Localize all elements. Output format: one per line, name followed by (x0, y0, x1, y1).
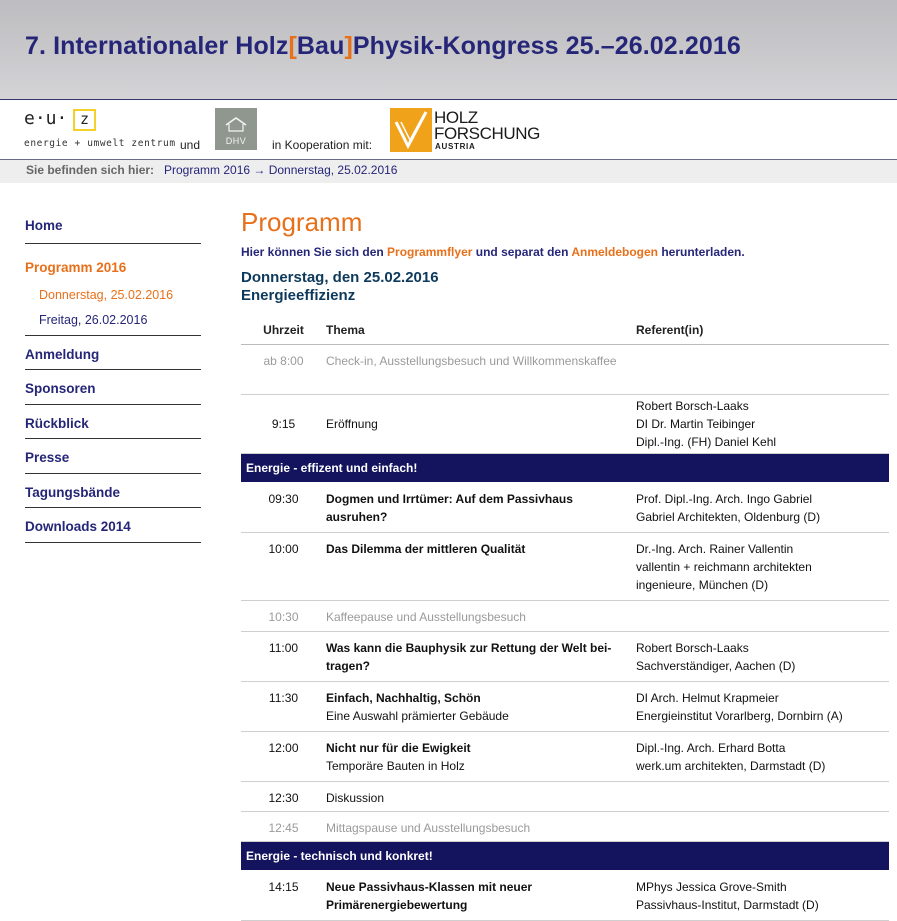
nav-sponsoren[interactable]: Sponsoren (25, 370, 201, 405)
row-theme (326, 732, 636, 782)
table-row (241, 782, 889, 812)
page-headline (25, 32, 741, 61)
row-time: 09:30 (241, 483, 326, 533)
holzforschung-line2: FORSCHUNG (434, 124, 540, 143)
table-row (241, 871, 889, 921)
breadcrumb-link-programm[interactable]: Programm 2016 (164, 163, 251, 177)
nav-home[interactable]: Home (25, 207, 201, 244)
site-header (0, 0, 897, 100)
main-content (241, 205, 889, 921)
section-header (241, 842, 889, 871)
holzforschung-mark (390, 108, 432, 152)
headline-part-1: 7. Internationaler Holz (25, 32, 289, 60)
euz-z-box: z (73, 109, 96, 131)
row-time: 10:00 (241, 533, 326, 601)
row-theme: Dogmen und Irrtümer: Auf dem Passivhaus ausruhen? (326, 483, 636, 533)
speaker-name: Robert Borsch-Laaks (636, 641, 749, 655)
nav-tagungsbaende[interactable]: Tagungsbände (25, 474, 201, 509)
row-theme: Was kann die Bauphysik zur Rettung der Welt bei-tragen? (326, 632, 636, 682)
row-ref (636, 782, 889, 812)
row-theme: Check-in, Ausstellungsbesuch und Willkommenskaffee (326, 345, 636, 395)
programmflyer-link[interactable]: Programmflyer (387, 245, 473, 259)
kooperation-text: in Kooperation mit: (272, 138, 373, 152)
row-time: ab 8:00 (241, 345, 326, 395)
table-row (241, 812, 889, 842)
row-theme: Das Dilemma der mittleren Qualität (326, 533, 636, 601)
nav-anmeldung[interactable]: Anmeldung (25, 336, 201, 371)
table-header (241, 311, 889, 345)
breadcrumb-link-donnerstag[interactable]: Donnerstag, 25.02.2016 (268, 163, 398, 177)
row-ref (636, 345, 889, 395)
speaker-name: DI Dr. Martin Teibinger (636, 417, 756, 431)
speaker-affiliation: Sachverständiger, Aachen (D) (636, 659, 796, 673)
table-row (241, 632, 889, 682)
breadcrumb-label: Sie befinden sich hier: (26, 163, 155, 177)
house-icon (224, 116, 248, 132)
breadcrumb (0, 159, 897, 183)
row-theme: Diskussion (326, 782, 636, 812)
speaker-name: Dipl.-Ing. (FH) Daniel Kehl (636, 435, 777, 449)
row-theme (326, 682, 636, 732)
row-time: 10:30 (241, 601, 326, 632)
euz-subtitle: energie + umwelt zentrum (24, 138, 176, 149)
page-title: Programm (241, 207, 363, 237)
table-row (241, 533, 889, 601)
row-ref (636, 732, 889, 782)
intro-part-1: Hier können Sie sich den (241, 245, 388, 259)
nav-sub-donnerstag[interactable]: Donnerstag, 25.02.2016 (39, 288, 174, 302)
table-row (241, 682, 889, 732)
row-ref (636, 632, 889, 682)
headline-bracket-word: Bau (296, 32, 345, 60)
row-ref (636, 533, 889, 601)
speaker-name: Robert Borsch-Laaks (636, 399, 749, 413)
speaker-name: DI Arch. Helmut Krapmeier (636, 691, 779, 705)
talk-title: Einfach, Nachhaltig, Schön (326, 691, 481, 705)
breadcrumb-path (164, 160, 397, 181)
row-theme: Kaffeepause und Ausstellungsbesuch (326, 601, 636, 632)
row-theme: Neue Passivhaus-Klassen mit neuer Primärenergiebewertung (326, 871, 636, 921)
section-title: Energie - technisch und konkret! (241, 842, 889, 871)
row-time: 9:15 (241, 395, 326, 454)
col-header-time: Uhrzeit (241, 311, 326, 345)
row-time: 12:45 (241, 812, 326, 842)
row-ref (636, 871, 889, 921)
speaker-affiliation: Energieinstitut Vorarlberg, Dornbirn (A) (636, 709, 843, 723)
und-text: und (180, 138, 201, 152)
headline-bracket-open: [ (288, 32, 297, 60)
holzforschung-line3: AUSTRIA (435, 142, 476, 151)
talk-subtitle: Eine Auswahl prämierter Gebäude (326, 709, 509, 723)
breadcrumb-arrow: → (250, 163, 269, 177)
col-header-theme: Thema (326, 311, 636, 345)
table-row (241, 483, 889, 533)
program-table (241, 311, 889, 921)
col-header-ref: Referent(in) (636, 311, 889, 345)
sidebar-nav (25, 207, 201, 543)
speaker-name: MPhys Jessica Grove-Smith (636, 880, 787, 894)
nav-programm-2016[interactable]: Programm 2016 (25, 260, 127, 275)
day-date: Donnerstag, den 25.02.2016 (241, 269, 439, 286)
row-time: 12:30 (241, 782, 326, 812)
speaker-affiliation: werk.um architekten, Darmstadt (D) (636, 759, 826, 773)
dhv-logo[interactable] (215, 108, 257, 150)
intro-part-3: herunterladen. (658, 245, 745, 259)
row-time: 14:15 (241, 871, 326, 921)
checkmark-icon (390, 108, 432, 152)
nav-rueckblick[interactable]: Rückblick (25, 405, 201, 440)
row-time: 11:30 (241, 682, 326, 732)
row-ref (636, 601, 889, 632)
headline-part-2: Physik-Kongress 25.–26.02.2016 (352, 32, 741, 60)
row-time: 11:00 (241, 632, 326, 682)
day-heading (241, 269, 889, 305)
section-title: Energie - effizent und einfach! (241, 454, 889, 483)
row-time: 12:00 (241, 732, 326, 782)
headline-bracket-close: ] (344, 32, 353, 60)
table-row (241, 732, 889, 782)
speaker-affiliation: vallentin + reichmann architekten (636, 560, 812, 574)
dhv-label: DHV (225, 136, 247, 146)
row-ref (636, 483, 889, 533)
row-ref (636, 682, 889, 732)
speaker-name: Prof. Dipl.-Ing. Arch. Ingo Gabriel (636, 492, 813, 506)
row-theme: Mittagspause und Ausstellungsbesuch (326, 812, 636, 842)
anmeldebogen-link[interactable]: Anmeldebogen (571, 245, 658, 259)
holzforschung-line1: HOLZ (434, 108, 478, 127)
row-ref (636, 812, 889, 842)
nav-presse[interactable]: Presse (25, 439, 201, 474)
speaker-name: Dipl.-Ing. Arch. Erhard Botta (636, 741, 786, 755)
table-row (241, 395, 889, 454)
talk-subtitle: Temporäre Bauten in Holz (326, 759, 465, 773)
intro-part-2: und separat den (472, 245, 572, 259)
speaker-affiliation: Passivhaus-Institut, Darmstadt (D) (636, 898, 819, 912)
partner-logos (0, 100, 897, 159)
holzforschung-logo[interactable] (390, 108, 540, 152)
nav-sub-freitag[interactable]: Freitag, 26.02.2016 (25, 308, 201, 336)
table-row (241, 345, 889, 395)
euz-letters: e·u· (24, 108, 68, 129)
row-ref (636, 395, 889, 454)
speaker-affiliation: ingenieure, München (D) (636, 578, 769, 592)
section-header (241, 454, 889, 483)
euz-logo[interactable] (24, 108, 174, 154)
talk-title: Nicht nur für die Ewigkeit (326, 741, 471, 755)
nav-downloads-2014[interactable]: Downloads 2014 (25, 508, 201, 543)
day-topic: Energieeffizienz (241, 287, 356, 304)
intro-text (241, 245, 889, 259)
speaker-name: Dr.-Ing. Arch. Rainer Vallentin (636, 542, 794, 556)
table-row (241, 601, 889, 632)
speaker-affiliation: Gabriel Architekten, Oldenburg (D) (636, 510, 821, 524)
row-theme: Eröffnung (326, 395, 636, 454)
